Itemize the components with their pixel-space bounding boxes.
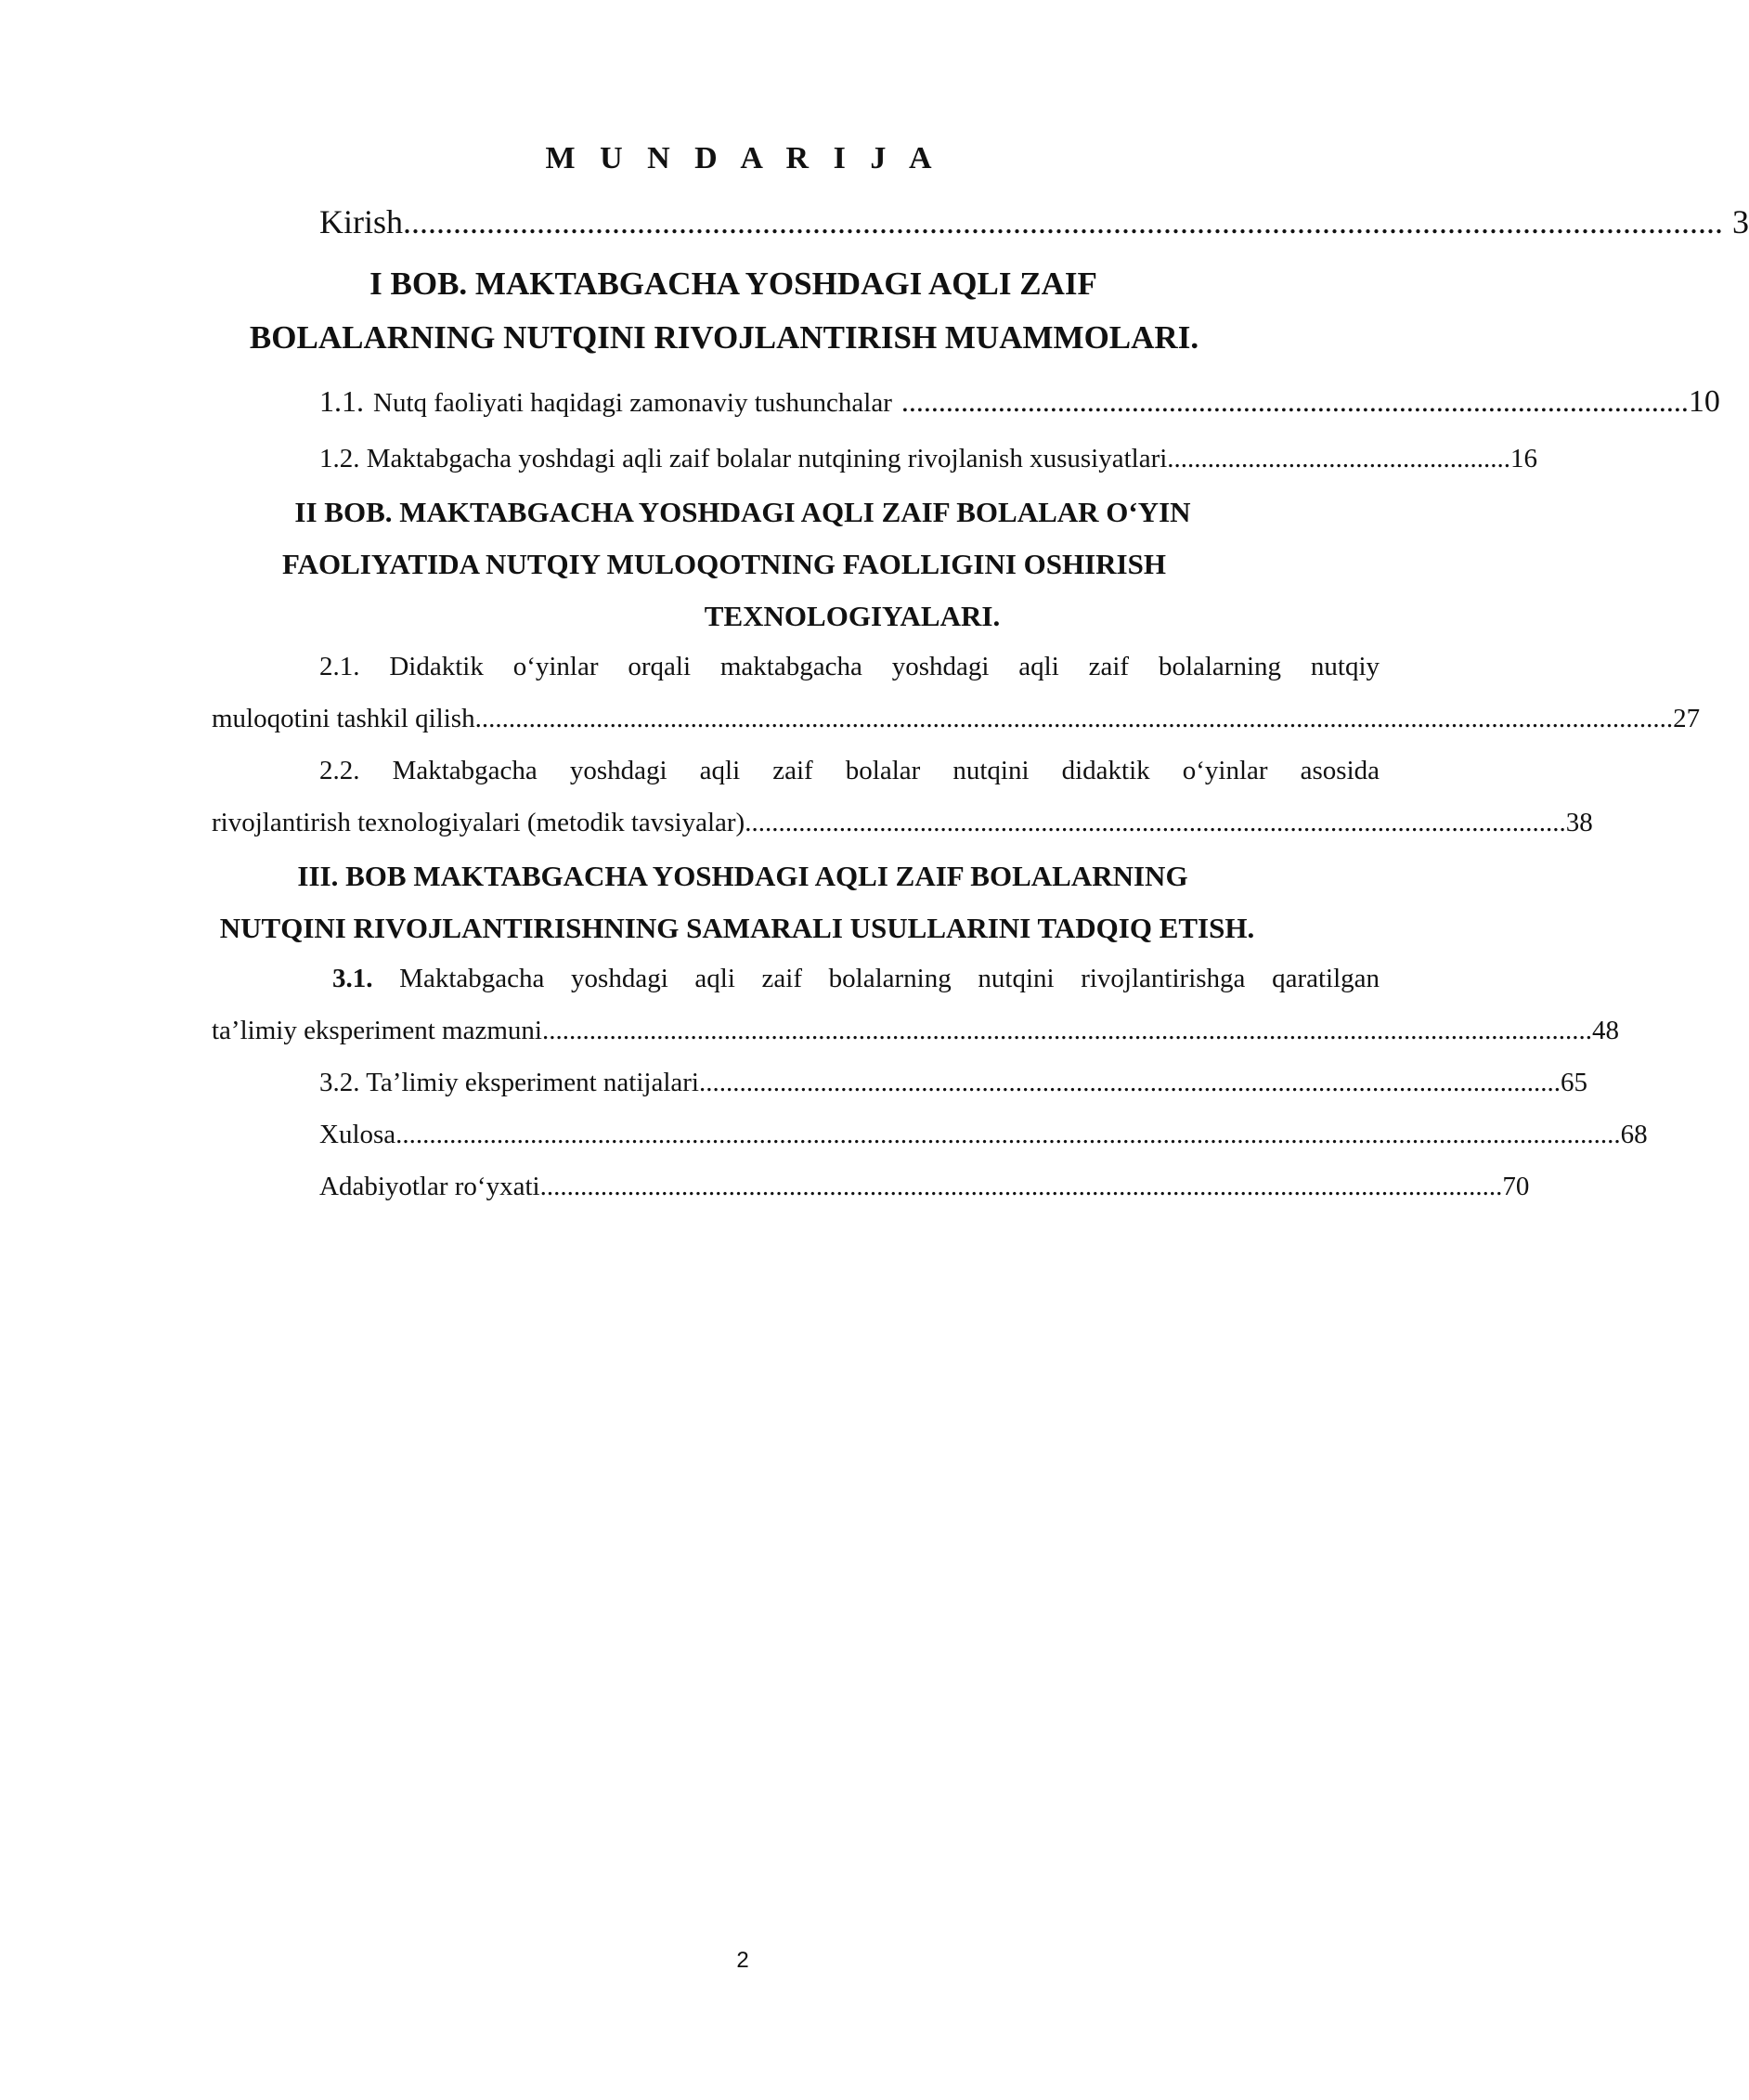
toc-page-number: 38 — [1565, 808, 1593, 837]
toc-entry-text: rivojlantirish texnologiyalari (metodik tavsiyalar) — [212, 808, 745, 837]
toc-leader-dots: .................................................................................................................................................................................. — [474, 704, 1674, 733]
toc-leader-dots: .......................................................................................................... — [900, 384, 1689, 418]
toc-entry-1-1 — [319, 384, 1720, 420]
toc-entry-text: Xulosa — [319, 1120, 396, 1149]
chapter-2-heading-line1: II BOB. MAKTABGACHA YOSHDAGI AQLI ZAIF BOLALAR O‘YIN — [294, 496, 1191, 528]
document-title: M U N D A R I J A — [545, 141, 940, 175]
toc-leader-dots: ............................................................................................................................................... — [539, 1172, 1503, 1201]
toc-entry-xulosa — [319, 1120, 1648, 1150]
toc-entry-text: Adabiyotlar ro‘yxati — [319, 1172, 540, 1201]
toc-page-number: 10 — [1688, 384, 1720, 419]
toc-page-number: 65 — [1560, 1068, 1587, 1097]
toc-page-number: 27 — [1673, 704, 1701, 733]
chapter-2-heading-line3: TEXNOLOGIYALARI. — [704, 600, 1001, 632]
toc-entry-text: 3.2. Ta’limiy eksperiment natijalari — [319, 1068, 699, 1097]
toc-leader-dots: ................................................... — [1167, 444, 1511, 473]
toc-entry-2-2-line1: 2.2. Maktabgacha yoshdagi aqli zaif bolalar nutqini didaktik o‘yinlar asosida — [319, 756, 1380, 785]
toc-entry-text: muloqotini tashkil qilish — [212, 704, 475, 733]
toc-entry-text: ta’limiy eksperiment mazmuni — [212, 1016, 542, 1045]
toc-page-number: 48 — [1591, 1016, 1619, 1045]
toc-entry-2-1-line1: 2.1. Didaktik o‘yinlar orqali maktabgacha yoshdagi aqli zaif bolalarning nutqiy — [319, 652, 1380, 681]
chapter-2-heading-line2: FAOLIYATIDA NUTQIY MULOQOTNING FAOLLIGINI OSHIRISH — [282, 548, 1166, 580]
chapter-3-heading-line1: III. BOB MAKTABGACHA YOSHDAGI AQLI ZAIF BOLALARNING — [297, 860, 1188, 892]
toc-entry-text: Maktabgacha yoshdagi aqli zaif bolalarning nutqini rivojlantirishga qaratilgan — [399, 964, 1380, 993]
toc-entry-1-2 — [319, 444, 1538, 474]
toc-entry-2-1-line2 — [212, 704, 1701, 734]
toc-entry-3-2 — [319, 1068, 1587, 1098]
chapter-1-heading-line1: I BOB. MAKTABGACHA YOSHDAGI AQLI ZAIF — [369, 266, 1097, 302]
toc-entry-text: 1.2. Maktabgacha yoshdagi aqli zaif bolalar nutqining rivojlanish xususiyatlari — [319, 444, 1168, 473]
toc-entry-text: Kirish — [319, 203, 403, 240]
toc-leader-dots: .......................................................................................................................... — [745, 808, 1566, 837]
toc-entry-adabiyotlar — [319, 1172, 1530, 1202]
toc-entry-number: 3.1. — [332, 964, 373, 993]
chapter-1-heading-line2: BOLALARNING NUTQINI RIVOJLANTIRISH MUAMMOLARI. — [249, 319, 1199, 356]
toc-page-number: 68 — [1620, 1120, 1648, 1149]
toc-leader-dots: ............................................................................................................................................................ — [541, 1016, 1592, 1045]
toc-entry-text: Nutq faoliyati haqidagi zamonaviy tushunchalar — [373, 388, 892, 418]
toc-entry-2-2-line2 — [212, 808, 1593, 838]
toc-entry-3-1-line1 — [332, 964, 1380, 994]
toc-entry-3-1-line2 — [212, 1016, 1619, 1046]
toc-page-number: 3 — [1732, 203, 1749, 240]
toc-page-number: 16 — [1510, 444, 1538, 473]
chapter-3-heading-line2: NUTQINI RIVOJLANTIRISHNING SAMARALI USULLARINI TADQIQ ETISH. — [219, 912, 1255, 944]
toc-leader-dots: .............................................................................................................................................................. — [403, 203, 1723, 240]
toc-entry-number: 1.1. — [319, 384, 364, 418]
toc-page-number: 70 — [1502, 1172, 1530, 1201]
page-number: 2 — [736, 1948, 749, 1973]
toc-leader-dots: ...................................................................................................................................................................................... — [395, 1120, 1621, 1149]
toc-leader-dots: ................................................................................................................................ — [698, 1068, 1561, 1097]
toc-entry-kirish — [319, 202, 1749, 241]
